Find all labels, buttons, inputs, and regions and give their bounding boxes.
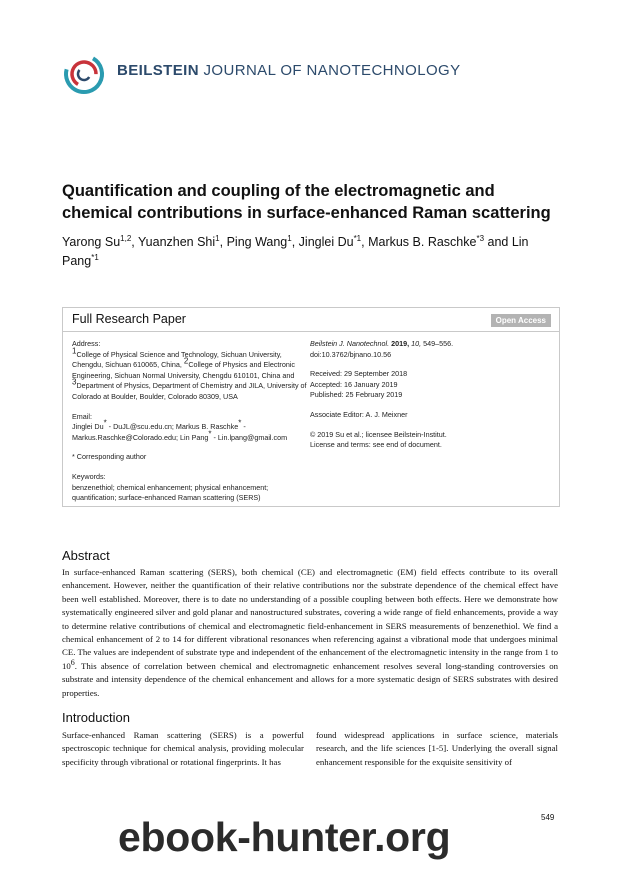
copyright: © 2019 Su et al.; licensee Beilstein-Institut. <box>310 429 447 439</box>
affiliation-text: College of Physics and Electronic Engineering, Sichuan Normal University, Chengdu 610101, China and <box>72 360 296 380</box>
author-affiliation: 1 <box>287 233 292 243</box>
abstract-heading: Abstract <box>62 548 110 563</box>
published-date: Published: 25 February 2019 <box>310 390 403 400</box>
email-marker: * <box>238 418 242 428</box>
article-title: Quantification and coupling of the electromagnetic and chemical contributions in surface-enhanced Raman scattering <box>62 182 551 222</box>
email-list: Jinglei Du* - DuJL@scu.edu.cn; Markus B. Raschke* - Markus.Raschke@Colorado.edu; Lin Pang* - Lin.lpang@gmail.com <box>72 418 288 442</box>
watermark-text: ebook-hunter.org <box>118 814 451 860</box>
author-name[interactable]: Yuanzhen Shi <box>138 235 216 249</box>
corresponding-note: * Corresponding author <box>72 452 147 462</box>
author-name[interactable]: Jinglei Du <box>298 235 354 249</box>
open-access-badge[interactable]: Open Access <box>491 314 551 327</box>
author-affiliation: *1 <box>353 233 362 243</box>
email-address[interactable]: Lin.lpang@gmail.com <box>217 432 288 442</box>
affiliation-number: 2 <box>183 356 189 366</box>
journal-logo-icon <box>62 52 106 96</box>
email-author: Jinglei Du <box>72 422 104 432</box>
accepted-date: Accepted: 16 January 2019 <box>310 379 398 389</box>
author-name[interactable]: Yarong Su <box>62 235 121 249</box>
email-address[interactable]: Markus.Raschke@Colorado.edu <box>72 432 176 442</box>
keywords-text: benzenethiol; chemical enhancement; physical enhancement; quantification; surface-enhanced Raman scattering (SERS) <box>72 482 269 503</box>
citation: Beilstein J. Nanotechnol. 2019, 10, 549–556. <box>310 339 454 348</box>
author-list: Yarong Su$^{1,2}$, Yuanzhen Shi$^1$, Ping Wang$^1$, Jinglei Du$^{*1}$, Markus B. Raschke$^{*3}$ and Lin Pang$^{*1}$ <box>62 233 529 268</box>
email-marker: * <box>208 429 212 439</box>
page-number: 549 <box>541 813 555 822</box>
license-link[interactable]: License and terms: see end of document. <box>310 440 442 450</box>
associate-editor: Associate Editor: A. J. Meixner <box>310 409 408 419</box>
introduction-heading: Introduction <box>62 710 130 725</box>
affiliation-number: 3 <box>72 377 77 387</box>
abstract-text: In surface-enhanced Raman scattering (SERS), both chemical (CE) and electromagnetic (EM) field effects contribute to its overall enhancement. However, neither the quantification of their relative contributions nor the substrate dependence of the chemical effect have been well established. Moreover, there is to date no understanding of a possible coupling between both effects. Here we demonstrate how systematically engineered silver and gold planar and nanostructured substrates, covering a wide range of field enhancements, provide a way to determine relative contributions of chemical and electromagnetic field-enhancement in SERS measurements of benzenethiol. We find a chemical enhancement of 2 to 14 for different vibrational resonances when referencing against a vibrational mode that undergoes minimal CE. The values are independent of substrate type and independent of the enhancement of the electromagnetic intensity in the range from 1 to $10^6$. This absence of correlation between chemical and electromagnetic enhancement resolves several long-standing controversies on substrate and intensity dependence of the chemical enhancement and allows for a more systematic design of SERS substrates with desired properties. <box>62 567 558 698</box>
email-author: Markus B. Raschke <box>175 422 239 432</box>
author-affiliation: 1 <box>215 233 220 243</box>
email-address[interactable]: DuJL@scu.edu.cn <box>113 422 172 432</box>
introduction-left-column: Surface-enhanced Raman scattering (SERS) is a powerful spectroscopic technique for chemical analysis, providing molecular specificity through vibrational or rotational fingerprints. It has <box>62 730 304 767</box>
email-label: Email: <box>72 411 92 421</box>
affiliation-text: Department of Physics, Department of Chemistry and JILA, University of Colorado at Boulder, Boulder, Colorado 80309, USA <box>72 381 307 401</box>
author-name[interactable]: Markus B. Raschke <box>368 235 477 249</box>
address-text <box>72 346 312 403</box>
address-label: Address: <box>72 339 101 348</box>
keywords-label: Keywords: <box>72 471 106 481</box>
affiliation-number: 1 <box>72 346 77 356</box>
info-right-column <box>310 339 550 451</box>
email-marker: * <box>103 418 107 428</box>
received-date: Received: 29 September 2018 <box>310 369 408 379</box>
doi-link[interactable]: doi:10.3762/bjnano.10.56 <box>310 349 392 359</box>
affiliation-text: College of Physical Science and Technology, Sichuan University, Chengdu, Sichuan 610065, China, <box>72 349 282 370</box>
author-name[interactable]: and Lin Pang <box>62 235 529 268</box>
author-affiliation: *1 <box>91 252 99 262</box>
article-info-box <box>62 307 560 507</box>
email-author: Lin Pang <box>179 432 209 442</box>
info-box-header <box>63 308 559 332</box>
article-type: Full Research Paper <box>72 312 186 326</box>
author-name[interactable]: Ping Wang <box>226 235 288 249</box>
info-left-column <box>72 339 312 504</box>
introduction-right-column: found widespread applications in surface science, materials research, and the life sciences [1-5]. Underlying the overall signal enhancement responsible for the exquisite sensitivity of <box>316 730 558 767</box>
author-affiliation: 1,2 <box>120 233 132 243</box>
journal-name: BEILSTEIN JOURNAL OF NANOTECHNOLOGY <box>117 62 461 79</box>
author-affiliation: *3 <box>476 233 485 243</box>
